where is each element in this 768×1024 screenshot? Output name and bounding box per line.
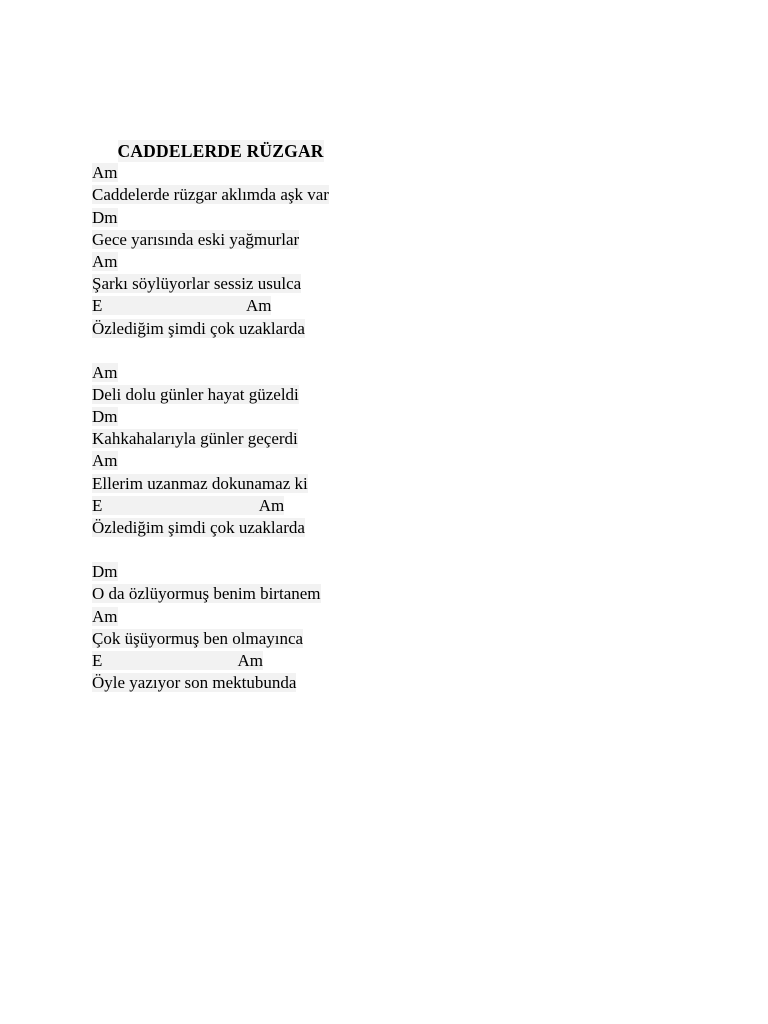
chord-line (92, 207, 692, 229)
lyric-line (92, 628, 692, 650)
lyric-line (92, 184, 692, 206)
stanza-2 (92, 362, 692, 540)
lyric-text: Şarkı söylüyorlar sessiz usulca (92, 274, 302, 294)
lyric-line (92, 229, 692, 251)
chord-text: Am (92, 362, 118, 382)
chord-line-wide (92, 495, 692, 517)
chord-line (92, 251, 692, 273)
chord-line (92, 450, 692, 472)
chord-text: Dm (92, 207, 118, 227)
lyric-text: Caddelerde rüzgar aklımda aşk var (92, 185, 329, 205)
chord-line-wide (92, 295, 692, 317)
lyric-line (92, 273, 692, 295)
lyric-text: O da özlüyormuş benim birtanem (92, 584, 321, 604)
stanza-3 (92, 561, 692, 694)
lyric-text: Gece yarısında eski yağmurlar (92, 229, 300, 249)
stanza-spacer (92, 340, 692, 362)
lyric-text: Deli dolu günler hayat güzeldi (92, 384, 299, 404)
lyric-text: Kahkahalarıyla günler geçerdi (92, 429, 298, 449)
chord-line (92, 561, 692, 583)
chord-text: E Am (92, 495, 285, 515)
chord-text: Am (92, 451, 118, 471)
chord-text: Am (92, 606, 118, 626)
chord-text: E Am (92, 296, 272, 316)
chord-text: E Am (92, 650, 263, 670)
lyric-line (92, 428, 692, 450)
lyric-line (92, 384, 692, 406)
lyric-text: Ellerim uzanmaz dokunamaz ki (92, 473, 308, 493)
stanza-spacer (92, 539, 692, 561)
chord-text: Dm (92, 562, 118, 582)
stanza-1 (92, 162, 692, 340)
chord-text: Am (92, 163, 118, 183)
document-body (92, 118, 692, 694)
chord-line-wide (92, 650, 692, 672)
chord-text: Dm (92, 407, 118, 427)
lyric-line (92, 318, 692, 340)
lyric-text: Özlediğim şimdi çok uzaklarda (92, 318, 305, 338)
lyric-line (92, 517, 692, 539)
chord-line (92, 162, 692, 184)
chord-line (92, 606, 692, 628)
lyric-line (92, 473, 692, 495)
title-line (92, 118, 692, 162)
chord-text: Am (92, 251, 118, 271)
lyric-line (92, 583, 692, 605)
lyric-text: Öyle yazıyor son mektubunda (92, 673, 297, 693)
chord-line (92, 362, 692, 384)
chord-line (92, 406, 692, 428)
page-title: CADDELERDE RÜZGAR (117, 141, 324, 162)
lyric-text: Çok üşüyormuş ben olmayınca (92, 628, 304, 648)
lyric-line (92, 672, 692, 694)
lyric-text: Özlediğim şimdi çok uzaklarda (92, 518, 305, 537)
